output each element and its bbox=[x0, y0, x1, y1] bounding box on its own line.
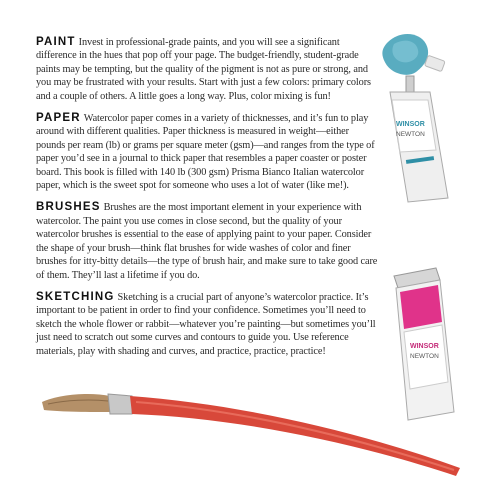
section-brushes bbox=[36, 201, 378, 281]
text-column bbox=[36, 36, 378, 367]
section-paint bbox=[36, 36, 378, 103]
section-paper bbox=[36, 112, 378, 192]
red-paintbrush-illustration bbox=[40, 382, 480, 482]
blue-paint-tube-illustration bbox=[378, 30, 488, 205]
section-body: Watercolor paper comes in a variety of thicknesses, and it’s fun to play around with different qualities. Paper thickness is measured in weight—either pounds per ream (lb) or grams per square meter (gsm)—and ranges from the type of paper you’d see in a journal to thick paper that resembles a paper coaster or poster board. This book is filled with 140 lb (300 gsm) Prisma Bianco Italian watercolor paper, which is the sweet spot for someone who uses a lot of water (like me!). bbox=[36, 113, 375, 192]
section-heading: PAPER bbox=[36, 112, 81, 125]
section-body: Brushes are the most important element in your experience with watercolor. The paint you use comes in close second, but the quality of your watercolor brushes is essential to the ease of applying paint to your paper. Consider the shape of your brush—think flat brushes for wide washes of color and finer brushes for itty-bitty details—the type of brush hair, and make sure to take good care of them. They’ll last a lifetime if you do. bbox=[36, 202, 378, 281]
tube-brand-text: WINSOR bbox=[410, 343, 439, 350]
tube-brand-text: WINSOR bbox=[396, 121, 425, 128]
tube-brand-text: NEWTON bbox=[410, 353, 439, 360]
tube-brand-text: NEWTON bbox=[396, 131, 425, 138]
section-sketching bbox=[36, 291, 378, 358]
section-heading: SKETCHING bbox=[36, 290, 115, 303]
section-body: Sketching is a crucial part of anyone’s watercolor practice. It’s important to be patient in order to find your confidence. Sometimes you’ll need to sketch the whole flower or rabbit—whatever you’re painting—but sometimes you’ll just need to scratch out some curves and contours to guide you. Use reference materials, play with shading and curves, and practice, practice, practice! bbox=[36, 291, 376, 357]
section-heading: BRUSHES bbox=[36, 201, 101, 214]
section-heading: PAINT bbox=[36, 36, 76, 48]
section-body: Invest in professional-grade paints, and you will see a significant difference in the hues that pop off your page. The budget-friendly, student-grade paints may be tempting, but the quality of the pigment is not as pure or strong, and you may be frustrated with your results. Start with just a few colors: primary colors and a couple of others. A little goes a long way. Plus, color mixing is fun! bbox=[36, 37, 371, 102]
